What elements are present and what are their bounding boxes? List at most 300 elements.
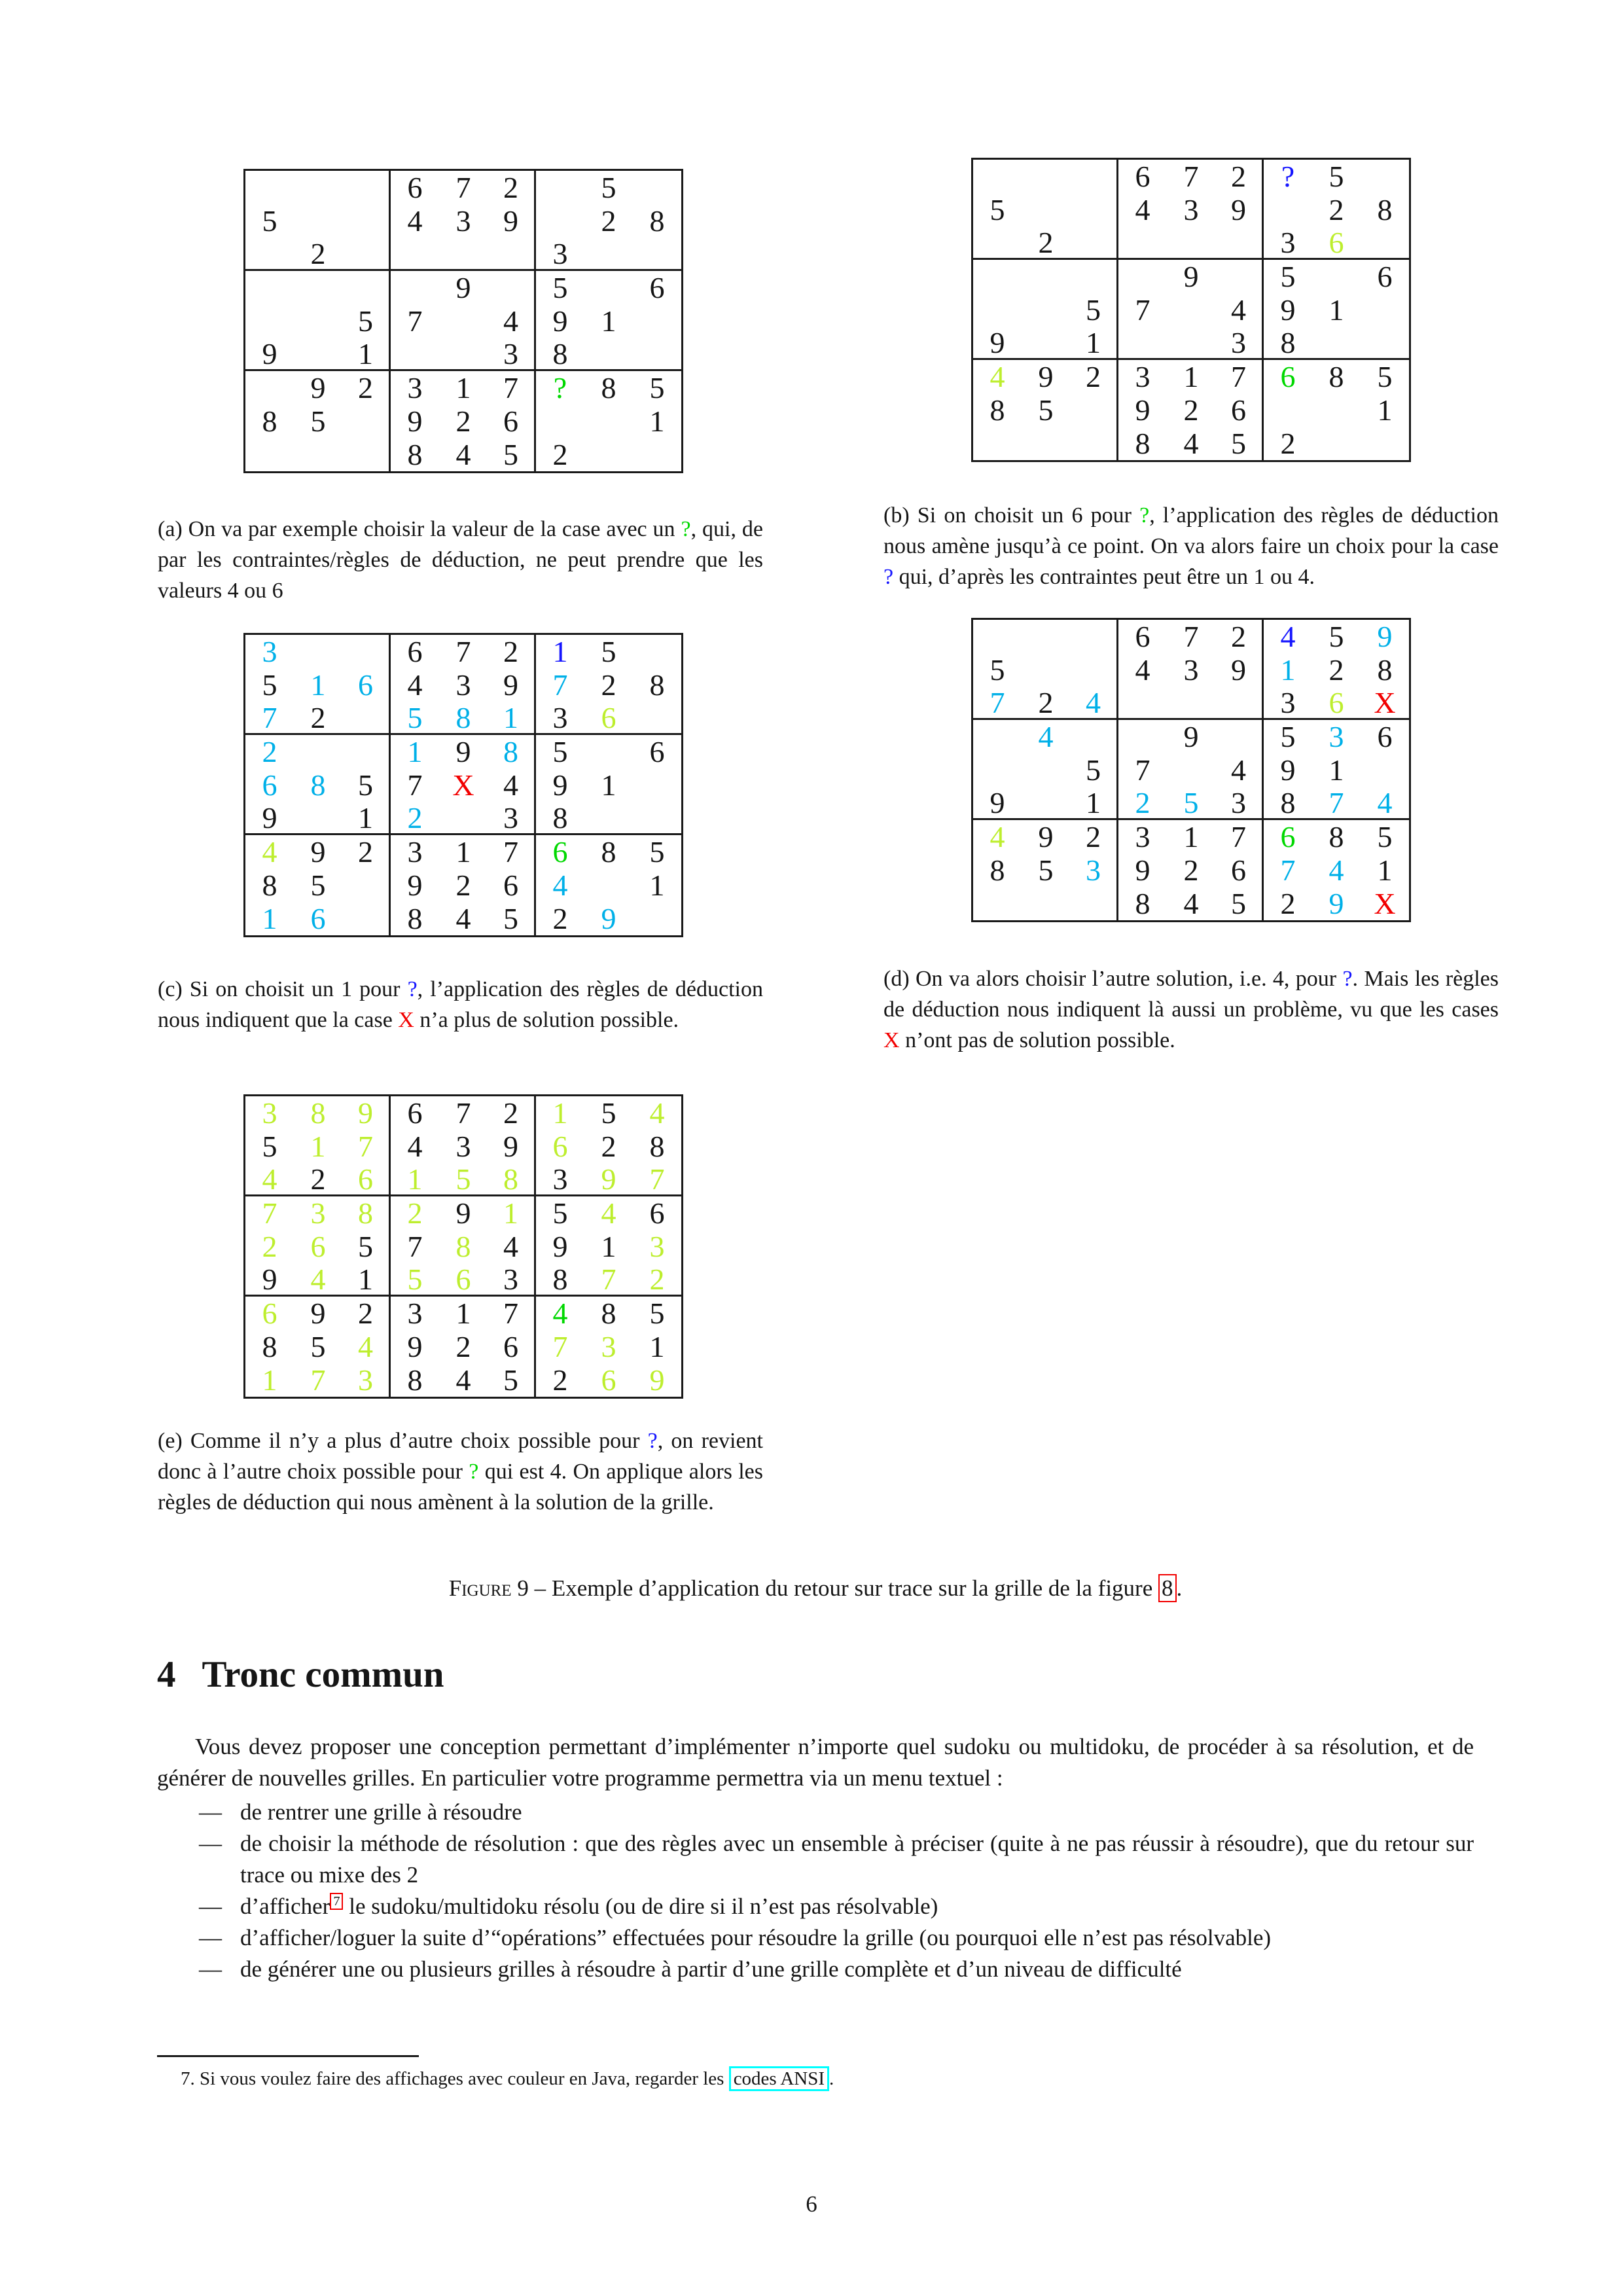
sudoku-cell [1361,327,1409,360]
sudoku-cell: 3 [1215,787,1264,820]
sudoku-cell: 6 [1377,720,1393,753]
sudoku-cell [1022,193,1070,226]
sudoku-cell [1118,720,1167,753]
sudoku-cell: 6 [1215,853,1264,887]
sudoku-cell: 9 [1280,293,1296,327]
sudoku-cell: 2 [407,1196,423,1230]
sudoku-cell: 5 [601,1096,616,1130]
sudoku-cell: 1 [391,1163,439,1196]
sudoku-cell: 3 [1264,226,1312,260]
sudoku-cell [1264,393,1312,427]
sudoku-cell: 3 [262,1096,277,1130]
sudoku-cell: 9 [973,327,1022,360]
sudoku-grid-a [243,169,683,473]
sudoku-cell: 3 [262,635,277,668]
sudoku-cell: 8 [310,768,326,802]
sudoku-cell: 2 [1022,687,1070,720]
sudoku-cell: 7 [633,1163,681,1196]
text-segment: d’afficher [240,1893,330,1919]
text-segment: X [883,1028,900,1052]
sudoku-cell: 1 [1377,853,1393,887]
sudoku-cell [1361,753,1409,787]
sudoku-cell: 2 [1022,226,1070,260]
text-segment: (a) On va par exemple choisir la valeur de la case avec un [158,517,681,541]
sudoku-cell: 5 [342,1230,391,1263]
sudoku-cell: 7 [455,171,471,204]
sudoku-cell [633,438,681,471]
sudoku-cell: 6 [488,404,536,438]
sudoku-cell: 4 [262,835,277,869]
subcaption-d [883,963,1499,1056]
sudoku-cell: 6 [488,1330,536,1363]
sudoku-cell: X [1374,887,1396,920]
sudoku-cell [1022,653,1070,687]
sudoku-cell: 5 [262,1130,277,1163]
sudoku-cell: 5 [342,304,391,338]
sudoku-cell: 3 [455,204,471,238]
sudoku-cell: 4 [455,1363,471,1397]
sudoku-cell [1312,260,1361,293]
sudoku-cell: 3 [1183,653,1199,687]
sudoku-cell: 5 [990,193,1005,226]
sudoku-cell: 7 [1312,787,1361,820]
sudoku-cell: 1 [601,304,616,338]
text-segment: (b) Si on choisit un 6 pour [883,503,1140,528]
sudoku-cell [245,271,294,304]
sudoku-cell [1070,260,1118,293]
sudoku-cell: 8 [649,1130,665,1163]
sudoku-cell: 3 [1135,360,1150,393]
sudoku-cell: 4 [1135,653,1150,687]
sudoku-cell: 2 [601,668,616,702]
sudoku-cell: 8 [536,1263,584,1297]
sudoku-cell: 9 [1280,753,1296,787]
sudoku-cell [439,338,488,371]
sudoku-cell: 4 [1280,620,1296,653]
sudoku-cell: 5 [1329,620,1344,653]
sudoku-cell: 6 [439,1263,488,1297]
sudoku-cell: 1 [649,869,665,902]
text-segment: , qui, de par les contraintes/règles de déduction, ne peut prendre que les valeurs 4 ou 6 [158,517,763,603]
sudoku-cell: 9 [407,1330,423,1363]
sudoku-cell: 7 [407,1230,423,1263]
sudoku-cell: 2 [455,404,471,438]
sudoku-cell [294,635,342,668]
sudoku-cell [1361,293,1409,327]
sudoku-cell [633,338,681,371]
sudoku-cell [536,404,584,438]
sudoku-cell: 2 [262,735,277,768]
sudoku-cell: 7 [973,687,1022,720]
subcaption-e [158,1426,763,1518]
sudoku-cell: 8 [1329,820,1344,853]
sudoku-cell: 1 [1070,327,1118,360]
sudoku-cell: 5 [1377,360,1393,393]
sudoku-grid-b [971,158,1411,462]
sudoku-cell: 6 [407,1096,423,1130]
text-segment: d’afficher/loguer la suite d’“opérations” effectuées pour résoudre la grille (ou pourquoi elle n’est pas résolvable) [240,1925,1272,1950]
sudoku-cell [391,238,439,271]
sudoku-cell: 8 [439,702,488,735]
sudoku-cell: 5 [1167,787,1215,820]
sudoku-cell: 7 [552,668,568,702]
sudoku-cell: 6 [552,1130,568,1163]
text-segment: 7. Si vous voulez faire des affichages avec couleur en Java, regarder les [181,2068,729,2089]
sudoku-cell: 7 [488,1297,536,1330]
sudoku-cell: 2 [552,1363,568,1397]
sudoku-cell [342,438,391,471]
sudoku-cell: 9 [245,1263,294,1297]
list-item-text [240,1925,1271,1950]
sudoku-cell: 7 [407,304,423,338]
text-segment: n’a plus de solution possible. [414,1008,679,1032]
sudoku-cell: 5 [1280,260,1296,293]
codes-ansi-link[interactable]: codes ANSI [729,2066,829,2091]
sudoku-cell: 2 [294,1163,342,1196]
sudoku-cell [584,802,633,835]
sudoku-cell: 1 [1329,293,1344,327]
sudoku-cell: 4 [1329,853,1344,887]
sudoku-cell: 5 [1329,160,1344,193]
sudoku-cell: 8 [1377,193,1393,226]
text-segment: , l’application des règles de déduction nous amène jusqu’à ce point. On va alors faire un choix pour la case [883,503,1499,558]
sudoku-cell: 2 [488,1096,536,1130]
sudoku-cell: 8 [262,869,277,902]
sudoku-cell: 8 [536,338,584,371]
sudoku-cell: 3 [1070,853,1118,887]
sudoku-cell: 6 [584,702,633,735]
sudoku-cell: 1 [649,1330,665,1363]
text-segment: ? [469,1460,479,1484]
sudoku-cell: 7 [245,702,294,735]
sudoku-cell [488,238,536,271]
sudoku-cell [1022,327,1070,360]
bullet-dash: — [199,1831,222,1856]
text-segment: 9 – Exemple d’application du retour sur trace sur la grille de la figure [511,1575,1158,1601]
sudoku-cell: 8 [990,853,1005,887]
sudoku-cell: 8 [601,835,616,869]
sudoku-cell: 6 [262,768,277,802]
sudoku-cell: 6 [407,171,423,204]
sudoku-cell: 2 [342,1297,391,1330]
sudoku-cell: 1 [310,1130,326,1163]
sudoku-cell: 9 [1183,260,1199,293]
sudoku-cell [633,702,681,735]
sudoku-cell [584,404,633,438]
sudoku-cell: 7 [310,1363,326,1397]
sudoku-cell: 4 [245,1163,294,1196]
sudoku-cell [1022,427,1070,460]
sudoku-cell: 9 [552,1230,568,1263]
sudoku-cell [294,271,342,304]
text-segment: (c) Si on choisit un 1 pour [158,977,408,1001]
sudoku-cell: 8 [649,668,665,702]
sudoku-cell: 2 [455,869,471,902]
sudoku-cell [1118,260,1167,293]
sudoku-cell [1167,327,1215,360]
sudoku-cell: 4 [294,1263,342,1297]
sudoku-cell: 4 [1183,427,1199,460]
sudoku-cell [294,438,342,471]
sudoku-cell: 8 [536,802,584,835]
sudoku-cell: 2 [342,371,391,404]
sudoku-cell: 8 [407,438,423,471]
sudoku-cell [342,902,391,935]
sudoku-cell: 3 [488,1263,536,1297]
sudoku-cell: 4 [488,1230,536,1263]
sudoku-cell: 2 [552,902,568,935]
text-segment: ? [407,977,418,1001]
sudoku-cell: 8 [407,1363,423,1397]
sudoku-cell [633,768,681,802]
sudoku-cell [584,271,633,304]
sudoku-cell [1022,887,1070,920]
sudoku-cell [1312,327,1361,360]
sudoku-cell: 2 [1280,887,1296,920]
sudoku-cell [584,735,633,768]
sudoku-cell: 8 [990,393,1005,427]
sudoku-cell [973,427,1022,460]
page-number: 6 [806,2191,817,2217]
sudoku-cell: 3 [536,238,584,271]
sudoku-cell [342,869,391,902]
subcaption-b [883,500,1499,592]
sudoku-cell: 7 [455,635,471,668]
sudoku-cell: 6 [601,1363,616,1397]
text-segment: qui est 4. On applique alors les règles de déduction qui nous amènent à la solution de la grille. [158,1460,763,1515]
sudoku-cell: 5 [391,1263,439,1297]
sudoku-cell: 3 [1264,687,1312,720]
list-item [157,1954,1474,1985]
sudoku-cell [1361,160,1409,193]
sudoku-cell [1070,226,1118,260]
sudoku-cell: 4 [488,304,536,338]
sudoku-cell: 1 [455,1297,471,1330]
sudoku-cell: 2 [633,1263,681,1297]
sudoku-cell: 2 [342,835,391,869]
sudoku-cell: 3 [310,1196,326,1230]
sudoku-cell [973,620,1022,653]
sudoku-cell: 4 [488,768,536,802]
sudoku-cell: 8 [601,371,616,404]
sudoku-cell: 9 [601,902,616,935]
sudoku-cell: 1 [488,1196,536,1230]
sudoku-cell: 4 [1070,687,1118,720]
sudoku-cell: 5 [1215,427,1264,460]
sudoku-cell [1215,720,1264,753]
sudoku-cell: 9 [455,735,471,768]
sudoku-cell: 3 [536,702,584,735]
sudoku-cell: 9 [310,371,326,404]
sudoku-cell: 5 [1280,720,1296,753]
sudoku-cell: 3 [488,802,536,835]
sudoku-cell: 6 [488,869,536,902]
sudoku-cell: 5 [262,668,277,702]
sudoku-cell: 5 [649,1297,665,1330]
sudoku-cell: 9 [1215,193,1264,226]
text-segment: X [398,1008,414,1032]
sudoku-cell: 6 [649,735,665,768]
sudoku-cell [1070,653,1118,687]
sudoku-cell: 4 [552,1297,568,1330]
sudoku-cell [1312,427,1361,460]
sudoku-cell: 6 [1280,820,1296,853]
sudoku-cell [342,702,391,735]
sudoku-cell: 1 [1377,393,1393,427]
sudoku-cell: 7 [1215,360,1264,393]
sudoku-cell: 4 [1135,193,1150,226]
sudoku-cell: 7 [407,768,423,802]
sudoku-cell: 5 [1070,753,1118,787]
sudoku-cell: 4 [990,820,1005,853]
sudoku-cell [245,438,294,471]
sudoku-cell [342,404,391,438]
sudoku-cell [342,635,391,668]
sudoku-cell [342,271,391,304]
sudoku-cell: 1 [342,338,391,371]
footnote-7-link[interactable]: 7 [330,1893,343,1910]
sudoku-cell: 2 [601,204,616,238]
sudoku-cell [342,735,391,768]
sudoku-cell [439,238,488,271]
sudoku-cell: 3 [649,1230,665,1263]
sudoku-cell: 6 [342,668,391,702]
sudoku-cell [1022,160,1070,193]
text-segment: ? [647,1429,658,1453]
sudoku-cell [1070,193,1118,226]
sudoku-cell: 8 [649,204,665,238]
sudoku-cell: 2 [601,1130,616,1163]
section-tronc-commun [157,1655,1474,1985]
sudoku-cell: 5 [1215,887,1264,920]
sudoku-cell: 3 [536,1163,584,1196]
sudoku-cell: 6 [407,635,423,668]
sudoku-cell: 2 [1118,787,1167,820]
sudoku-cell [633,902,681,935]
text-segment: . [1176,1575,1183,1601]
sudoku-cell: 5 [601,171,616,204]
sudoku-cell: 7 [455,1096,471,1130]
sudoku-cell: 3 [407,835,423,869]
sudoku-cell: 3 [488,338,536,371]
sudoku-cell: 7 [1280,853,1296,887]
sudoku-cell: 2 [1329,653,1344,687]
sudoku-cell: 1 [601,768,616,802]
sudoku-cell [584,238,633,271]
sudoku-grid-d [971,618,1411,922]
sudoku-cell: 7 [342,1130,391,1163]
sudoku-cell: 5 [552,271,568,304]
sudoku-cell: 3 [601,1330,616,1363]
sudoku-cell: 1 [1329,753,1344,787]
sudoku-cell [342,171,391,204]
sudoku-cell: 7 [1183,620,1199,653]
sudoku-cell: 7 [1135,293,1150,327]
sudoku-cell: 7 [488,835,536,869]
sudoku-cell [1215,687,1264,720]
sudoku-cell: 3 [407,1297,423,1330]
text-segment: ? [1342,967,1353,991]
sudoku-cell: 8 [407,902,423,935]
list-item [157,1891,1474,1922]
sudoku-cell: ? [553,371,567,404]
sudoku-cell: 6 [1312,687,1361,720]
sudoku-cell [1022,620,1070,653]
sudoku-cell: 1 [649,404,665,438]
text-segment: qui, d’après les contraintes peut être un 1 ou 4. [893,565,1315,589]
sudoku-cell: 9 [455,1196,471,1230]
sudoku-cell: 1 [262,1363,277,1397]
bullet-dash: — [199,1799,222,1825]
sudoku-cell [1167,293,1215,327]
sudoku-cell [245,371,294,404]
sudoku-cell [1070,620,1118,653]
sudoku-cell [1361,427,1409,460]
sudoku-cell: 4 [552,869,568,902]
sudoku-cell [294,802,342,835]
sudoku-cell [342,238,391,271]
sudoku-cell: 5 [391,702,439,735]
sudoku-cell: 9 [1215,653,1264,687]
sudoku-grid-c [243,633,683,937]
sudoku-cell: 5 [552,735,568,768]
sudoku-cell: 4 [1215,753,1264,787]
figure-8-link[interactable]: 8 [1158,1574,1177,1602]
sudoku-cell [294,338,342,371]
sudoku-cell: 8 [310,1096,326,1130]
sudoku-cell: 1 [1183,360,1199,393]
sudoku-cell: 9 [488,1130,536,1163]
sudoku-cell: 1 [601,1230,616,1263]
sudoku-cell [1022,787,1070,820]
sudoku-cell: 7 [552,1330,568,1363]
sudoku-cell: 1 [407,735,423,768]
sudoku-cell: 1 [342,1263,391,1297]
sudoku-cell: 5 [1038,393,1054,427]
sudoku-cell [1167,687,1215,720]
sudoku-cell: 3 [342,1363,391,1397]
sudoku-cell: 8 [262,404,277,438]
section-paragraph: Vous devez proposer une conception permettant d’implémenter n’importe quel sudoku ou multidoku, de procéder à sa résolution, et de générer de nouvelles grilles. En particulier votre programme permettra via un menu textuel : [157,1734,1474,1791]
sudoku-cell: 1 [552,1096,568,1130]
list-item [157,1828,1474,1891]
sudoku-cell: 4 [407,1130,423,1163]
sudoku-cell: 4 [1361,787,1409,820]
sudoku-cell: 9 [407,869,423,902]
sudoku-cell [633,635,681,668]
sudoku-cell: 1 [262,902,277,935]
footnote-text [157,2064,1497,2093]
sudoku-cell: 5 [262,204,277,238]
sudoku-cell: 6 [310,902,326,935]
sudoku-cell: 2 [1329,193,1344,226]
sudoku-cell: 6 [1377,260,1393,293]
sudoku-cell: 3 [455,1130,471,1163]
sudoku-cell: 9 [1038,360,1054,393]
sudoku-cell [1215,260,1264,293]
sudoku-cell: 2 [294,702,342,735]
sudoku-cell [439,802,488,835]
sudoku-cell: 9 [1135,853,1150,887]
list-item-text [240,1956,1182,1982]
sudoku-cell: 4 [1038,720,1054,753]
text-segment: . [829,2068,834,2089]
sudoku-cell: 9 [245,802,294,835]
sudoku-cell: X [452,768,474,802]
sudoku-cell: 2 [488,171,536,204]
sudoku-cell: 4 [601,1196,616,1230]
sudoku-cell: 5 [488,902,536,935]
